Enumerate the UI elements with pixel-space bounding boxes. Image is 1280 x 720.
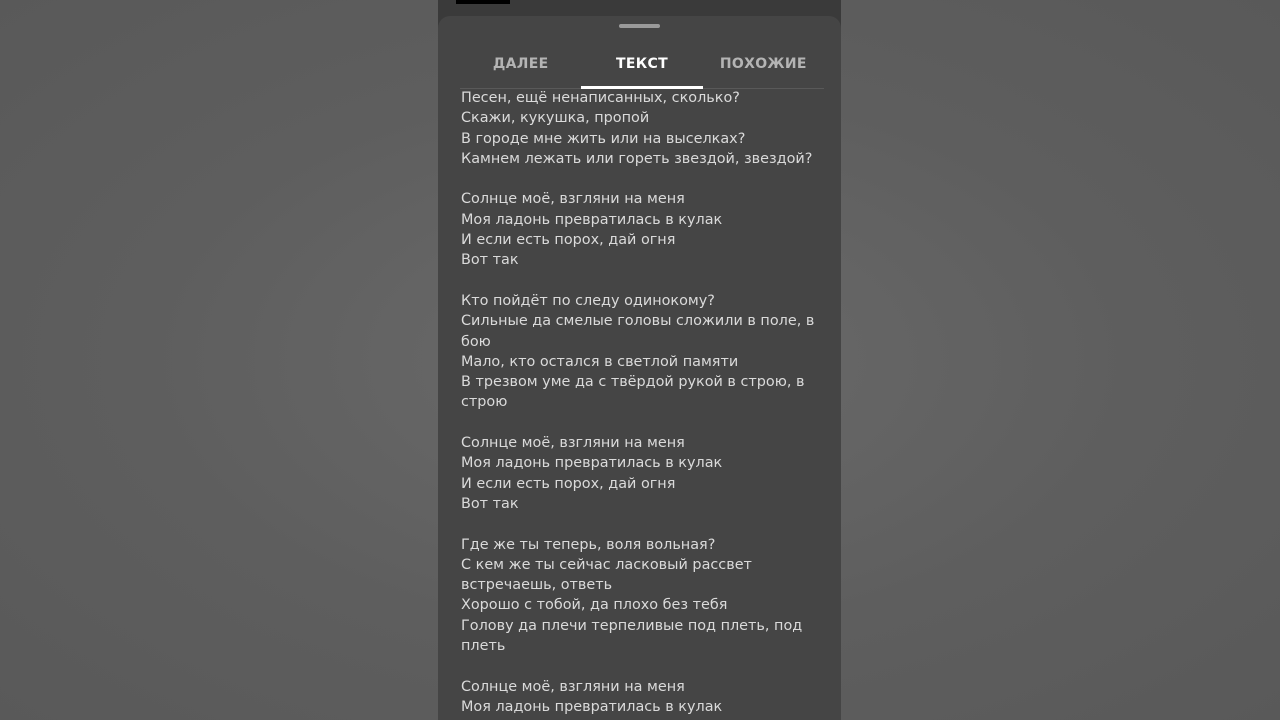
lyrics-line: Моя ладонь превратилась в кулак — [461, 211, 723, 228]
lyrics-line: Солнце моё, взгляни на меня — [461, 678, 685, 695]
lyrics-line: И если есть порох, дай огня — [461, 232, 676, 249]
lyrics-line: Сильные да смелые головы сложили в поле, в бою — [461, 313, 815, 350]
lyrics-stanza — [461, 535, 821, 657]
lyrics-line: Вот так — [461, 252, 519, 269]
drag-handle[interactable] — [619, 24, 660, 28]
lyrics-line: Кто пойдёт по следу одинокому? — [461, 292, 715, 309]
lyrics-line: Солнце моё, взгляни на меня — [461, 435, 685, 452]
lyrics-line: Мало, кто остался в светлой памяти — [461, 353, 739, 370]
lyrics-line: Моя ладонь превратилась в кулак — [461, 698, 723, 715]
lyrics-line: Камнем лежать или гореть звездой, звездой? — [461, 150, 813, 167]
lyrics-line: И если есть порох, дай огня — [461, 475, 676, 492]
tab-up-next[interactable]: ДАЛЕЕ — [492, 56, 549, 72]
lyrics-line: Где же ты теперь, воля вольная? — [461, 536, 716, 553]
lyrics-line: В трезвом уме да с твёрдой рукой в строю, в строю — [461, 374, 805, 411]
lyrics-stanza — [461, 88, 821, 169]
bottom-sheet — [438, 16, 841, 720]
lyrics-stanza — [461, 433, 821, 514]
lyrics-line: Скажи, кукушка, пропой — [461, 110, 650, 127]
tab-related[interactable]: ПОХОЖИЕ — [719, 56, 807, 72]
lyrics-line: Песен, ещё ненаписанных, сколько? — [461, 90, 740, 106]
lyrics-line: Солнце моё, взгляни на меня — [461, 191, 685, 208]
phone-screen — [438, 0, 841, 720]
lyrics-stanza — [461, 291, 821, 413]
lyrics-line: Хорошо с тобой, да плохо без тебя — [461, 597, 728, 614]
lyrics-stanza — [461, 677, 821, 718]
lyrics-line: С кем же ты сейчас ласковый рассвет встречаешь, ответь — [461, 556, 752, 594]
tab-bar — [460, 40, 824, 89]
lyrics-line: Голову да плечи терпеливые под плеть, под плеть — [461, 617, 803, 655]
lyrics-line: Моя ладонь превратилась в кулак — [461, 455, 723, 472]
lyrics-text[interactable] — [461, 88, 821, 720]
lyrics-stanza — [461, 189, 821, 270]
tab-lyrics[interactable]: ТЕКСТ — [581, 40, 702, 88]
lyrics-line: Вот так — [461, 495, 519, 512]
video-thumbnail-edge — [456, 0, 510, 4]
lyrics-line: В городе мне жить или на выселках? — [461, 130, 746, 147]
